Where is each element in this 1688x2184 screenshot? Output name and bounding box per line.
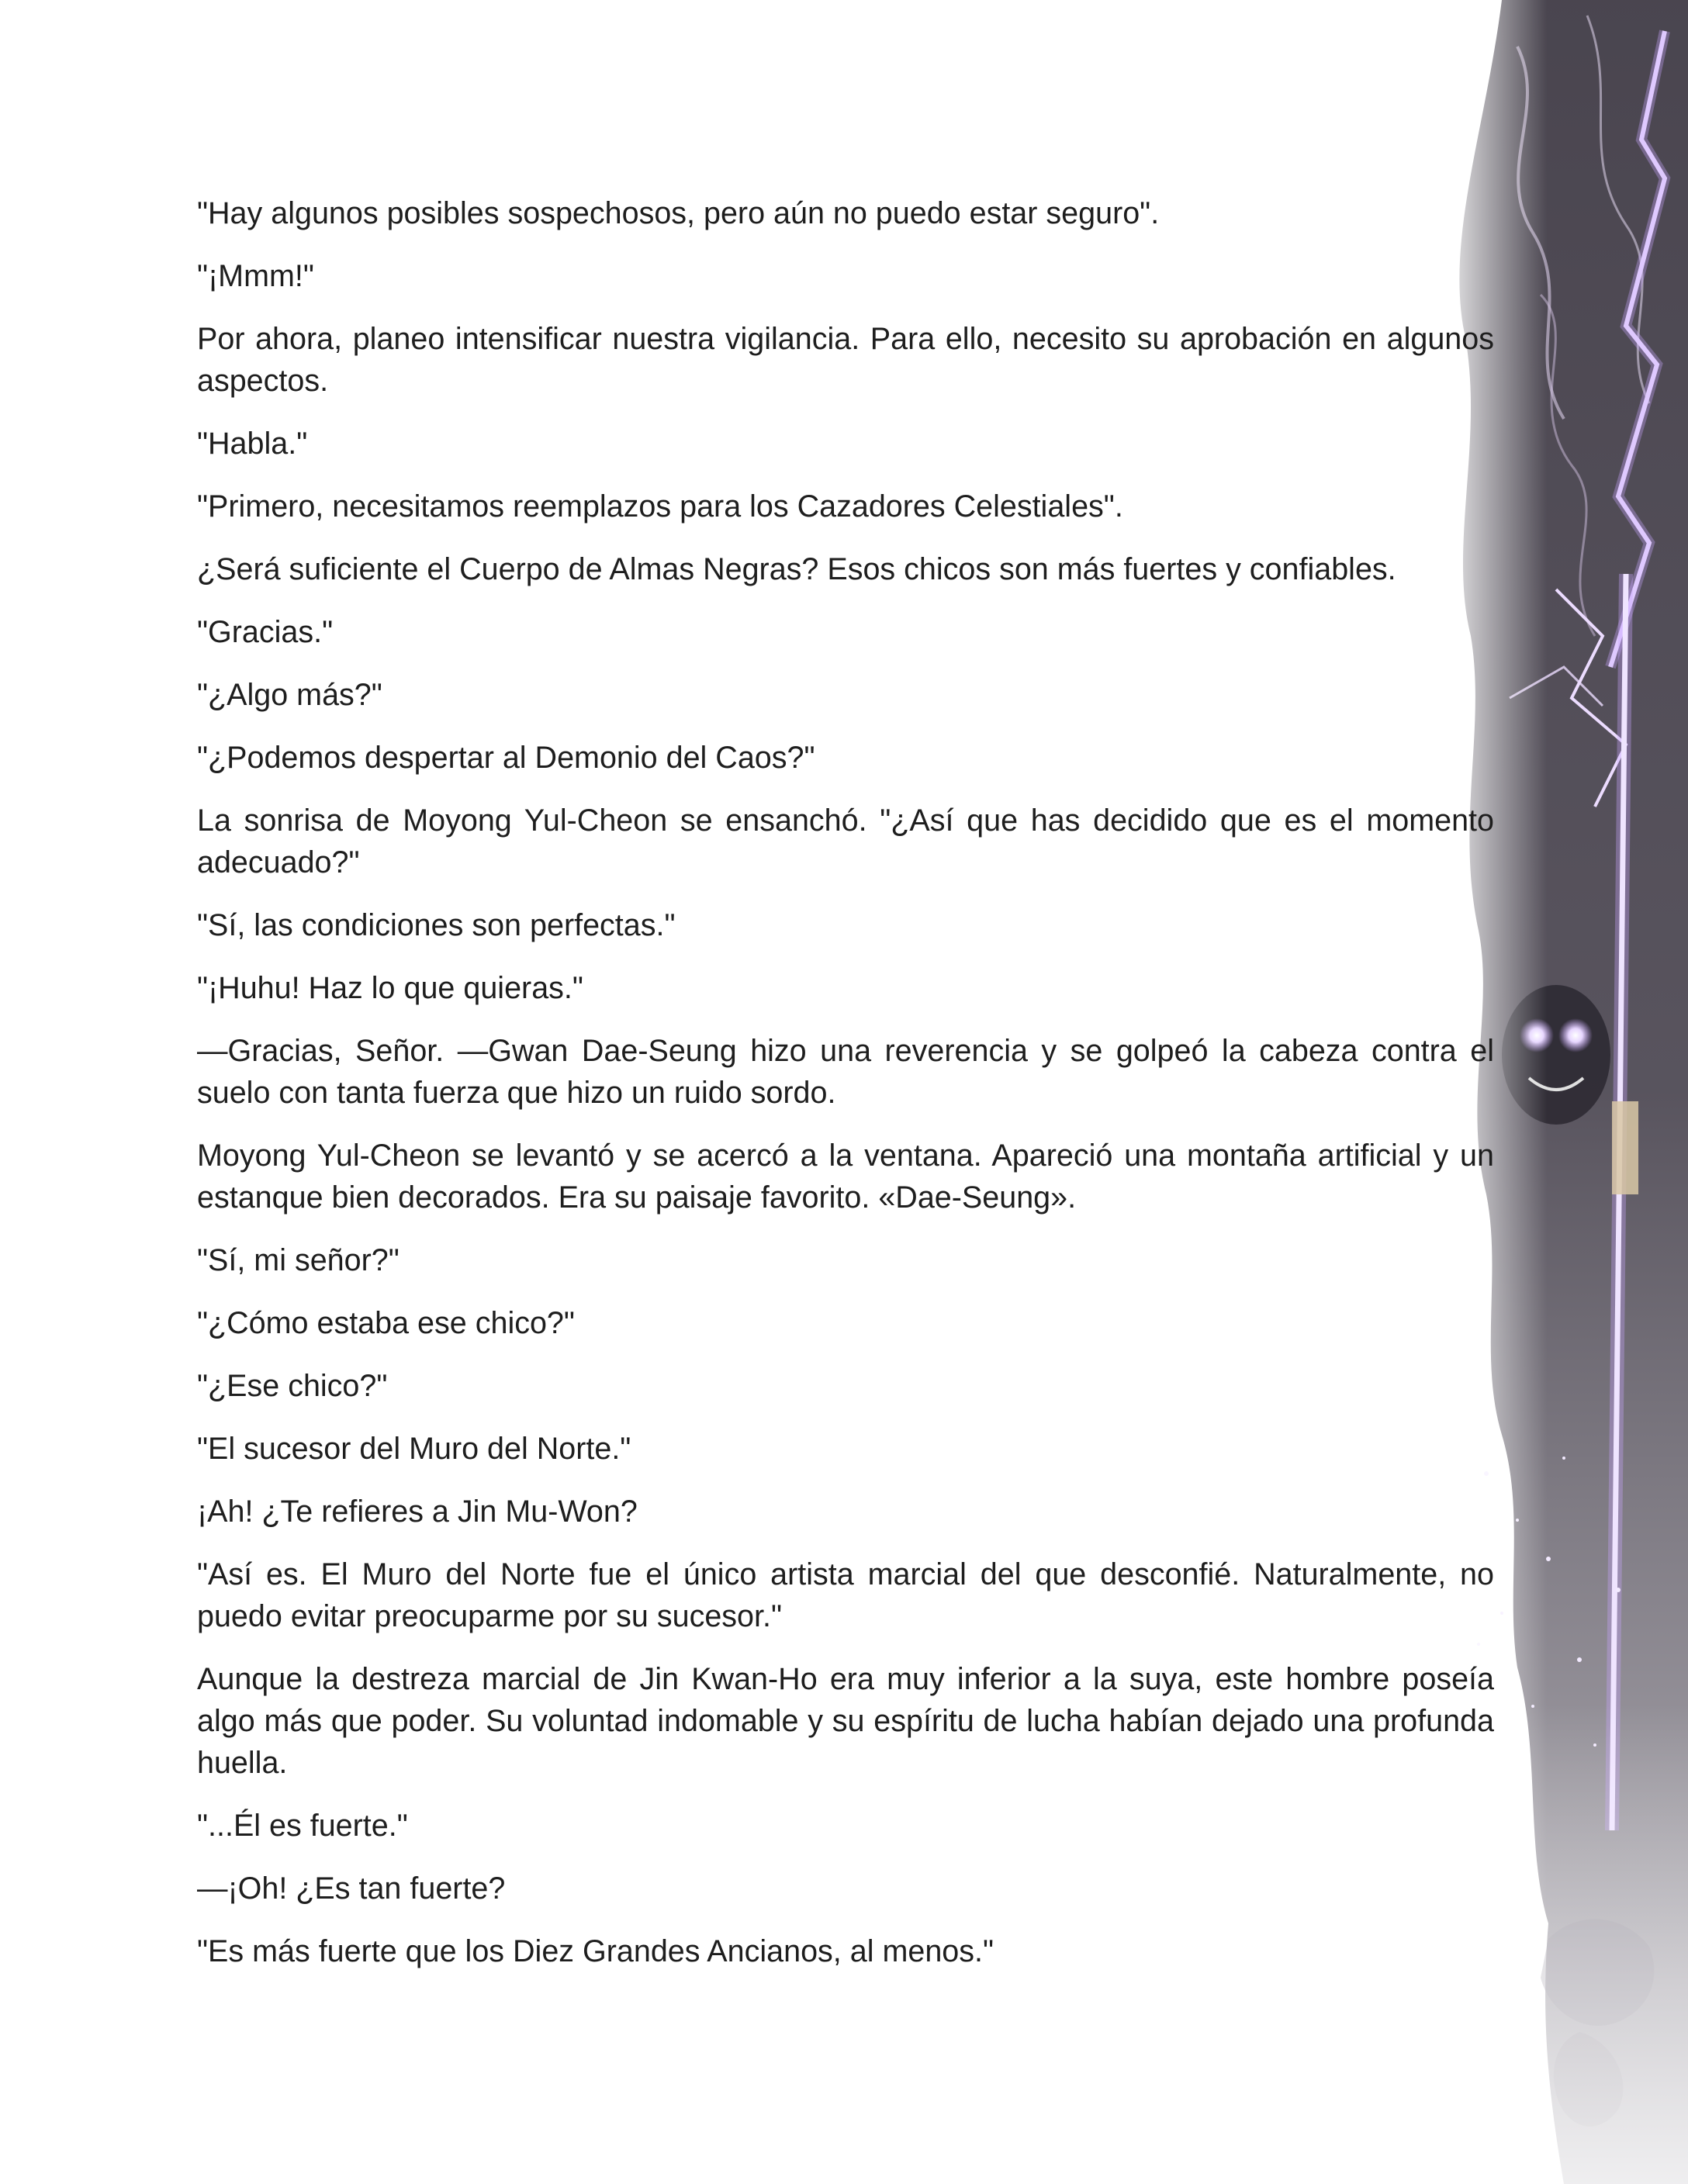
paragraph-17: "¿Ese chico?" [197,1369,388,1403]
paragraph-4: "Habla." [197,427,308,461]
paragraph-6: ¿Será suficiente el Cuerpo de Almas Negras? Esos chicos son más fuertes y confiables. [197,552,1396,586]
paragraph-16: "¿Cómo estaba ese chico?" [197,1306,575,1340]
paragraph-21: Aunque la destreza marcial de Jin Kwan-Ho era muy inferior a la suya, este hombre poseía algo más que poder. Su voluntad indomable y su espíritu de lucha habían dejado una profunda huella. [197,1662,1494,1780]
text-column [197,192,1494,1993]
paragraph-24: "Es más fuerte que los Diez Grandes Ancianos, al menos." [197,1934,994,1968]
paragraph-11: "Sí, las condiciones son perfectas." [197,908,676,942]
paragraph-9: "¿Podemos despertar al Demonio del Caos?" [197,741,815,775]
paragraph-7: "Gracias." [197,615,334,649]
paragraph-13: —Gracias, Señor. —Gwan Dae-Seung hizo una reverencia y se golpeó la cabeza contra el suelo con tanta fuerza que hizo un ruido sordo. [197,1034,1494,1110]
paragraph-12: "¡Huhu! Haz lo que quieras." [197,971,583,1005]
paragraph-8: "¿Algo más?" [197,678,382,712]
paragraph-18: "El sucesor del Muro del Norte." [197,1432,631,1466]
paragraph-22: "...Él es fuerte." [197,1809,408,1843]
paragraph-1: "Hay algunos posibles sospechosos, pero aún no puedo estar seguro". [197,196,1160,230]
paragraph-2: "¡Mmm!" [197,259,314,293]
paragraph-20: "Así es. El Muro del Norte fue el único artista marcial del que desconfié. Naturalmente, no puedo evitar preocuparme por su sucesor." [197,1557,1494,1633]
paragraph-3: Por ahora, planeo intensificar nuestra vigilancia. Para ello, necesito su aprobación en algunos aspectos. [197,322,1494,398]
paragraph-19: ¡Ah! ¿Te refieres a Jin Mu-Won? [197,1495,638,1529]
paragraph-23: —¡Oh! ¿Es tan fuerte? [197,1871,506,1906]
paragraph-15: "Sí, mi señor?" [197,1243,400,1277]
paragraph-5: "Primero, necesitamos reemplazos para los Cazadores Celestiales". [197,489,1123,524]
paragraph-10: La sonrisa de Moyong Yul-Cheon se ensanchó. "¿Así que has decidido que es el momento adecuado?" [197,803,1494,879]
paragraph-14: Moyong Yul-Cheon se levantó y se acercó a la ventana. Apareció una montaña artificial y un estanque bien decorados. Era su paisaje favorito. «Dae-Seung». [197,1139,1494,1215]
